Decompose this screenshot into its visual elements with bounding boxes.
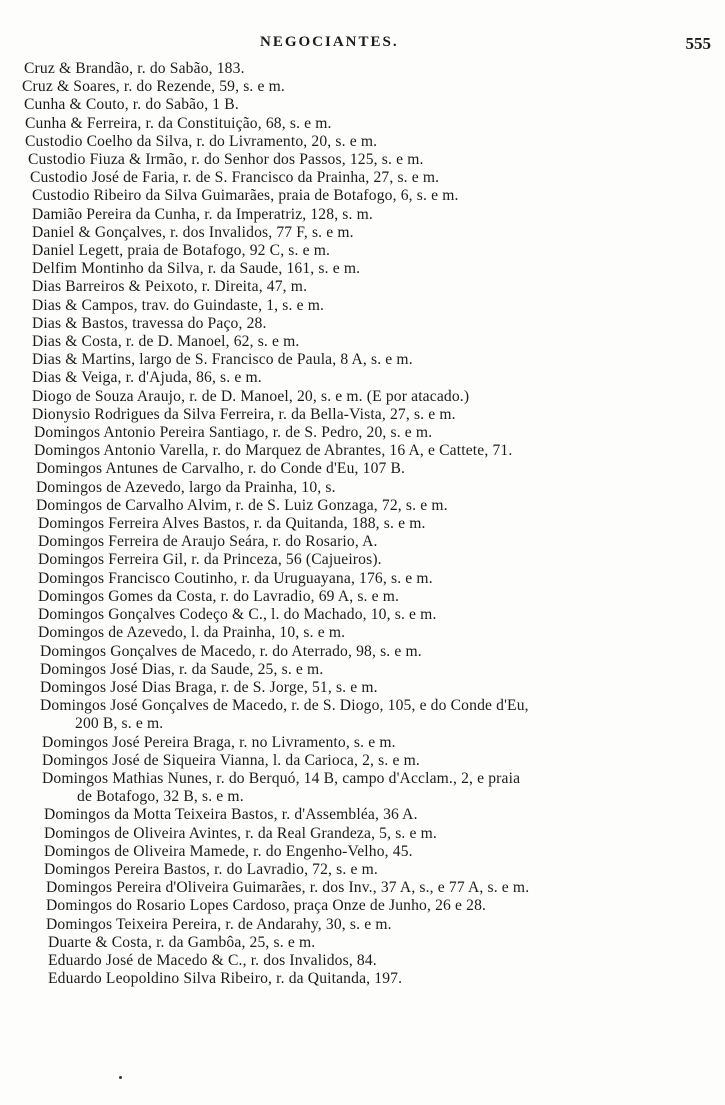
page-header	[0, 34, 725, 58]
listing-entry: Domingos de Azevedo, largo da Prainha, 10, s.	[36, 478, 336, 496]
page-number: 555	[685, 34, 711, 53]
listing-entry: Eduardo Leopoldino Silva Ribeiro, r. da Quitanda, 197.	[48, 970, 403, 988]
listing-entry: Duarte & Costa, r. da Gambôa, 25, s. e m.	[48, 933, 316, 951]
listing-entry: Dionysio Rodrigues da Silva Ferreira, r. da Bella-Vista, 27, s. e m.	[32, 405, 456, 423]
listing-entry: Domingos Pereira d'Oliveira Guimarães, r. dos Inv., 37 A, s., e 77 A, s. e m.	[46, 879, 530, 897]
listing-entry: Domingos Teixeira Pereira, r. de Andarahy, 30, s. e m.	[46, 915, 392, 933]
listing-entry: Daniel & Gonçalves, r. dos Invalidos, 77 F, s. e m.	[32, 223, 354, 241]
listing-entry: Custodio Ribeiro da Silva Guimarães, praia de Botafogo, 6, s. e m.	[32, 187, 459, 205]
listing-entry: Domingos José Dias, r. da Saude, 25, s. e m.	[40, 660, 324, 678]
listing-entry: Dias & Veiga, r. d'Ajuda, 86, s. e m.	[32, 369, 262, 387]
listing-entry: Cruz & Soares, r. do Rezende, 59, s. e m.	[22, 78, 285, 96]
listing-entry: Domingos José Pereira Braga, r. no Livramento, s. e m.	[42, 733, 396, 751]
listing-entry: Domingos do Rosario Lopes Cardoso, praça Onze de Junho, 26 e 28.	[46, 897, 487, 915]
listing-entry: Domingos Antunes de Carvalho, r. do Conde d'Eu, 107 B.	[36, 460, 406, 478]
directory-listing	[22, 60, 711, 988]
listing-entry: Domingos de Oliveira Avintes, r. da Real Grandeza, 5, s. e m.	[44, 824, 437, 842]
listing-entry: Domingos Gonçalves de Macedo, r. do Aterrado, 98, s. e m.	[40, 642, 422, 660]
listing-entry: Domingos Ferreira Gil, r. da Princeza, 56 (Cajueiros).	[38, 551, 382, 569]
listing-entry: Dias & Costa, r. de D. Manoel, 62, s. e m.	[32, 333, 300, 351]
listing-entry: Domingos José Dias Braga, r. de S. Jorge, 51, s. e m.	[40, 678, 378, 696]
listing-entry: Cunha & Ferreira, r. da Constituição, 68, s. e m.	[25, 114, 332, 132]
listing-entry: Dias & Martins, largo de S. Francisco de Paula, 8 A, s. e m.	[32, 351, 413, 369]
scan-speck	[119, 1076, 122, 1079]
listing-entry: Domingos da Motta Teixeira Bastos, r. d'Assembléa, 36 A.	[44, 806, 418, 824]
listing-entry: Domingos Antonio Varella, r. do Marquez de Abrantes, 16 A, e Cattete, 71.	[34, 442, 513, 460]
listing-entry: Custodio Fiuza & Irmão, r. do Senhor dos Passos, 125, s. e m.	[28, 151, 424, 169]
listing-entry: Domingos Gonçalves Codeço & C., l. do Machado, 10, s. e m.	[38, 606, 437, 624]
listing-entry: Domingos de Azevedo, l. da Prainha, 10, s. e m.	[38, 624, 346, 642]
listing-entry: Damião Pereira da Cunha, r. da Imperatriz, 128, s. m.	[32, 205, 373, 223]
listing-entry: Domingos Francisco Coutinho, r. da Uruguayana, 176, s. e m.	[38, 569, 433, 587]
listing-entry-continuation: de Botafogo, 32 B, s. e m.	[77, 788, 244, 806]
listing-entry: Eduardo José de Macedo & C., r. dos Invalidos, 84.	[48, 951, 377, 969]
listing-entry: Domingos de Oliveira Mamede, r. do Engenho-Velho, 45.	[44, 842, 413, 860]
listing-entry: Domingos Pereira Bastos, r. do Lavradio, 72, s. e m.	[44, 860, 378, 878]
listing-entry: Custodio José de Faria, r. de S. Francisco da Prainha, 27, s. e m.	[30, 169, 440, 187]
listing-entry: Domingos Gomes da Costa, r. do Lavradio, 69 A, s. e m.	[38, 587, 400, 605]
listing-entry: Domingos Antonio Pereira Santiago, r. de S. Pedro, 20, s. e m.	[34, 424, 433, 442]
listing-entry-continuation: 200 B, s. e m.	[75, 715, 164, 733]
listing-entry: Domingos José de Siqueira Vianna, l. da Carioca, 2, s. e m.	[42, 751, 420, 769]
running-head: NEGOCIANTES.	[260, 34, 399, 50]
listing-entry: Domingos Ferreira de Araujo Seára, r. do Rosario, A.	[38, 533, 378, 551]
listing-entry: Domingos de Carvalho Alvim, r. de S. Luiz Gonzaga, 72, s. e m.	[36, 496, 448, 514]
listing-entry: Domingos Mathias Nunes, r. do Berquó, 14 B, campo d'Acclam., 2, e praia	[42, 769, 521, 787]
listing-entry: Cruz & Brandão, r. do Sabão, 183.	[24, 60, 245, 77]
listing-entry: Dias & Bastos, travessa do Paço, 28.	[32, 314, 267, 332]
listing-entry: Custodio Coelho da Silva, r. do Livramento, 20, s. e m.	[25, 132, 378, 150]
listing-entry: Domingos Ferreira Alves Bastos, r. da Quitanda, 188, s. e m.	[38, 515, 426, 533]
listing-entry: Domingos José Gonçalves de Macedo, r. de S. Diogo, 105, e do Conde d'Eu,	[40, 697, 529, 715]
listing-entry: Daniel Legett, praia de Botafogo, 92 C, s. e m.	[32, 242, 331, 260]
listing-entry: Dias & Campos, trav. do Guindaste, 1, s. e m.	[32, 296, 325, 314]
listing-entry: Cunha & Couto, r. do Sabão, 1 B.	[24, 96, 239, 114]
listing-entry: Dias Barreiros & Peixoto, r. Direita, 47, m.	[32, 278, 308, 296]
listing-entry: Diogo de Souza Araujo, r. de D. Manoel, 20, s. e m. (E por atacado.)	[32, 387, 470, 405]
listing-entry: Delfim Montinho da Silva, r. da Saude, 161, s. e m.	[32, 260, 361, 278]
